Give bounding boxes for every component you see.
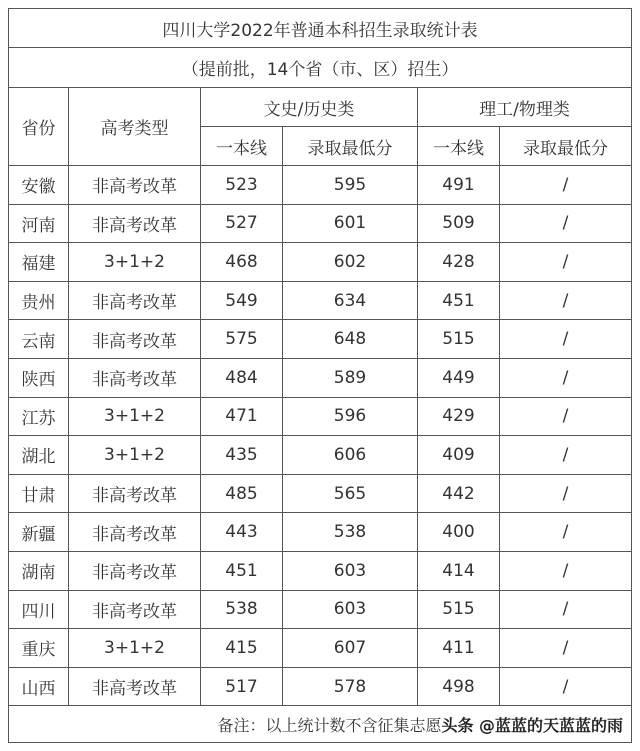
cell-exam-type: 3+1+2 — [69, 243, 201, 282]
cell-province: 安徽 — [9, 166, 69, 205]
table-title: 四川大学2022年普通本科招生录取统计表 — [9, 9, 632, 48]
table-row — [9, 358, 632, 397]
cell-arts-min-score: 607 — [283, 629, 418, 668]
cell-exam-type: 3+1+2 — [69, 629, 201, 668]
cell-exam-type: 非高考改革 — [69, 590, 201, 629]
header-exam-type: 高考类型 — [69, 88, 201, 166]
table-row — [9, 629, 632, 668]
table-row — [9, 513, 632, 552]
cell-arts-tier1-line: 471 — [201, 397, 283, 436]
cell-province: 山西 — [9, 667, 69, 706]
cell-exam-type: 非高考改革 — [69, 281, 201, 320]
cell-arts-min-score: 606 — [283, 436, 418, 475]
cell-science-tier1-line: 515 — [418, 320, 500, 359]
cell-science-tier1-line: 491 — [418, 166, 500, 205]
header-arts-tier1-line: 一本线 — [201, 127, 283, 166]
cell-arts-min-score: 634 — [283, 281, 418, 320]
cell-exam-type: 3+1+2 — [69, 397, 201, 436]
cell-province: 江苏 — [9, 397, 69, 436]
header-arts-group: 文史/历史类 — [201, 88, 418, 127]
cell-exam-type: 非高考改革 — [69, 204, 201, 243]
cell-arts-min-score: 603 — [283, 551, 418, 590]
cell-exam-type: 非高考改革 — [69, 358, 201, 397]
cell-arts-min-score: 578 — [283, 667, 418, 706]
cell-science-min-score: / — [500, 436, 632, 475]
cell-science-tier1-line: 498 — [418, 667, 500, 706]
table-row — [9, 551, 632, 590]
cell-science-tier1-line: 411 — [418, 629, 500, 668]
cell-science-tier1-line: 451 — [418, 281, 500, 320]
table-row — [9, 397, 632, 436]
cell-science-tier1-line: 428 — [418, 243, 500, 282]
cell-arts-tier1-line: 538 — [201, 590, 283, 629]
cell-science-min-score: / — [500, 513, 632, 552]
cell-science-tier1-line: 400 — [418, 513, 500, 552]
cell-exam-type: 非高考改革 — [69, 166, 201, 205]
cell-exam-type: 非高考改革 — [69, 320, 201, 359]
cell-science-min-score: / — [500, 320, 632, 359]
cell-arts-tier1-line: 485 — [201, 474, 283, 513]
cell-province: 云南 — [9, 320, 69, 359]
table-row — [9, 243, 632, 282]
header-arts-min-score: 录取最低分 — [283, 127, 418, 166]
cell-science-tier1-line: 429 — [418, 397, 500, 436]
cell-arts-min-score: 603 — [283, 590, 418, 629]
cell-exam-type: 非高考改革 — [69, 551, 201, 590]
cell-arts-tier1-line: 443 — [201, 513, 283, 552]
table-row — [9, 474, 632, 513]
cell-science-tier1-line: 442 — [418, 474, 500, 513]
table-row — [9, 204, 632, 243]
cell-arts-tier1-line: 549 — [201, 281, 283, 320]
cell-science-tier1-line: 449 — [418, 358, 500, 397]
table-note — [9, 706, 632, 743]
cell-arts-min-score: 565 — [283, 474, 418, 513]
watermark-text: 头条 @蓝蓝的天蓝蓝的雨 — [441, 715, 624, 735]
cell-science-min-score: / — [500, 166, 632, 205]
header-science-min-score: 录取最低分 — [500, 127, 632, 166]
cell-arts-tier1-line: 435 — [201, 436, 283, 475]
header-province: 省份 — [9, 88, 69, 166]
cell-province: 河南 — [9, 204, 69, 243]
header-science-tier1-line: 一本线 — [418, 127, 500, 166]
table-row — [9, 590, 632, 629]
admission-stats-table — [8, 8, 632, 743]
cell-arts-min-score: 538 — [283, 513, 418, 552]
table-row — [9, 436, 632, 475]
cell-arts-tier1-line: 484 — [201, 358, 283, 397]
cell-arts-min-score: 601 — [283, 204, 418, 243]
cell-science-min-score: / — [500, 551, 632, 590]
table-row — [9, 166, 632, 205]
cell-arts-min-score: 589 — [283, 358, 418, 397]
cell-province: 湖南 — [9, 551, 69, 590]
cell-arts-tier1-line: 451 — [201, 551, 283, 590]
cell-province: 福建 — [9, 243, 69, 282]
cell-science-min-score: / — [500, 281, 632, 320]
cell-science-min-score: / — [500, 474, 632, 513]
cell-province: 甘肃 — [9, 474, 69, 513]
cell-province: 四川 — [9, 590, 69, 629]
cell-science-tier1-line: 409 — [418, 436, 500, 475]
note-text: 备注：以上统计数不含征集志愿 — [217, 715, 442, 735]
cell-exam-type: 3+1+2 — [69, 436, 201, 475]
cell-province: 重庆 — [9, 629, 69, 668]
cell-arts-min-score: 602 — [283, 243, 418, 282]
cell-science-min-score: / — [500, 397, 632, 436]
cell-arts-min-score: 595 — [283, 166, 418, 205]
cell-arts-min-score: 596 — [283, 397, 418, 436]
cell-province: 湖北 — [9, 436, 69, 475]
table-row — [9, 320, 632, 359]
cell-science-tier1-line: 414 — [418, 551, 500, 590]
cell-province: 陕西 — [9, 358, 69, 397]
cell-exam-type: 非高考改革 — [69, 513, 201, 552]
cell-science-tier1-line: 509 — [418, 204, 500, 243]
cell-arts-min-score: 648 — [283, 320, 418, 359]
cell-arts-tier1-line: 575 — [201, 320, 283, 359]
cell-province: 新疆 — [9, 513, 69, 552]
cell-science-min-score: / — [500, 590, 632, 629]
cell-science-min-score: / — [500, 243, 632, 282]
cell-exam-type: 非高考改革 — [69, 667, 201, 706]
cell-science-min-score: / — [500, 629, 632, 668]
cell-science-min-score: / — [500, 204, 632, 243]
cell-province: 贵州 — [9, 281, 69, 320]
cell-arts-tier1-line: 523 — [201, 166, 283, 205]
cell-arts-tier1-line: 517 — [201, 667, 283, 706]
table-row — [9, 667, 632, 706]
cell-exam-type: 非高考改革 — [69, 474, 201, 513]
cell-arts-tier1-line: 415 — [201, 629, 283, 668]
header-science-group: 理工/物理类 — [418, 88, 632, 127]
cell-science-min-score: / — [500, 358, 632, 397]
cell-arts-tier1-line: 468 — [201, 243, 283, 282]
cell-science-min-score: / — [500, 667, 632, 706]
table-row — [9, 281, 632, 320]
table-subtitle: （提前批，14个省（市、区）招生） — [9, 48, 632, 88]
cell-science-tier1-line: 515 — [418, 590, 500, 629]
cell-arts-tier1-line: 527 — [201, 204, 283, 243]
